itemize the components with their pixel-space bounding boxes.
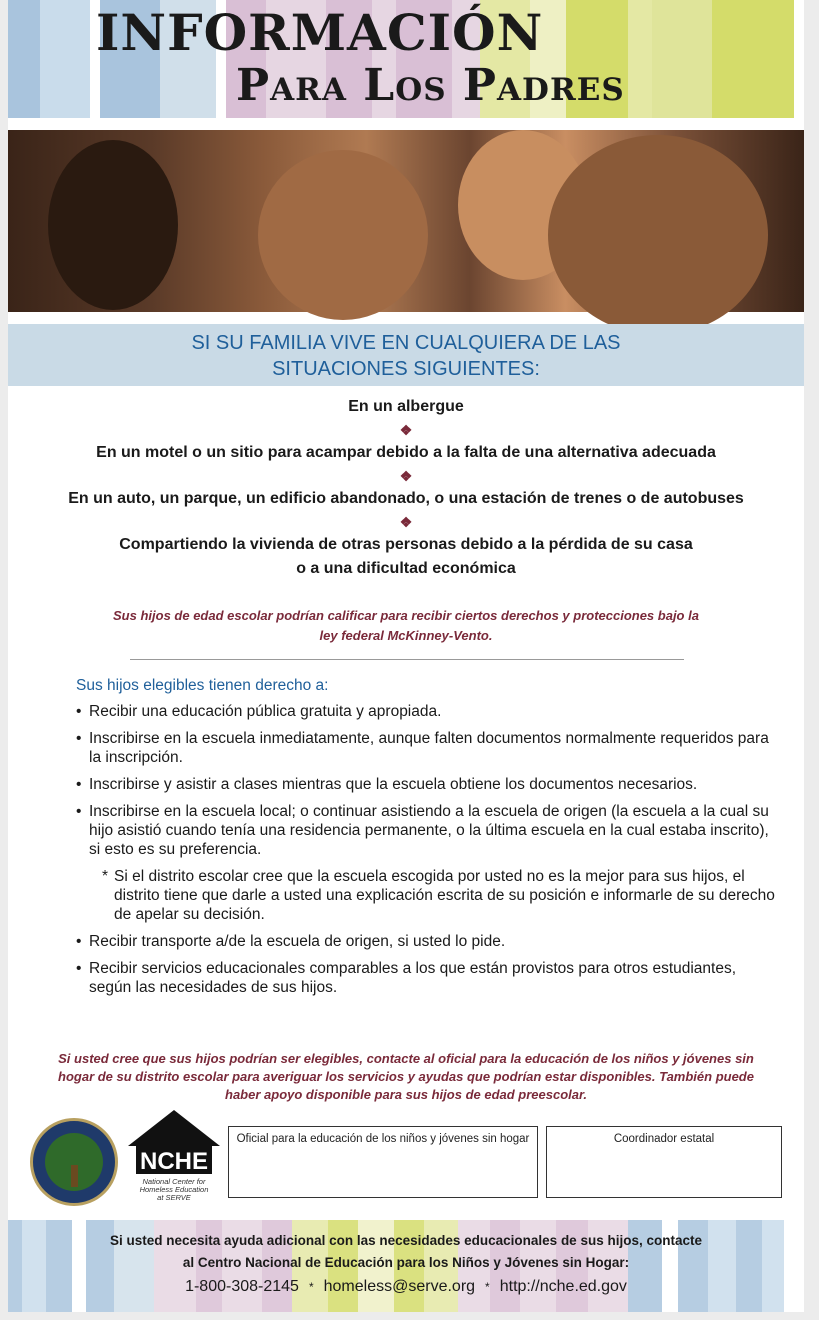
title-line-1: INFORMACIÓN [96, 3, 544, 62]
right-item [76, 729, 782, 767]
rights-list-continued [76, 932, 782, 997]
footer-line-1: Si usted necesita ayuda adicional con las necesidades educacionales de sus hijos, contacte [110, 1233, 702, 1248]
right-item [76, 775, 782, 794]
contact-note-line-3: haber apoyo disponible para sus hijos de edad preescolar. [225, 1087, 587, 1102]
heading-line-1: SI SU FAMILIA VIVE EN CUALQUIERA DE LAS [191, 332, 621, 354]
footer-line-2: al Centro Nacional de Educación para los Niños y Jóvenes sin Hogar: [182, 1255, 630, 1270]
bullet-icon: • [76, 703, 82, 720]
situation-shelter: En un albergue [348, 398, 464, 415]
nche-caption-line-1: National Center for [142, 1177, 206, 1186]
liaison-box[interactable] [228, 1126, 538, 1198]
divider-line [130, 659, 684, 660]
situations-heading [8, 324, 804, 386]
department-of-education-seal-icon [30, 1118, 118, 1206]
contact-note-line-2: hogar de su distrito escolar para averiguar los servicios y ayudas que podrían estar disponibles. También puede [58, 1069, 754, 1084]
children-photo [8, 130, 804, 312]
rights-intro: Sus hijos elegibles tienen derecho a: [76, 677, 329, 694]
diamond-divider-icon: ❖ [399, 468, 413, 484]
bullet-icon: • [76, 803, 82, 820]
diamond-divider-icon: ❖ [399, 422, 413, 438]
right-text: Inscribirse y asistir a clases mientras que la escuela obtiene los documentos necesarios. [89, 776, 698, 793]
eligibility-note-line-2: ley federal McKinney-Vento. [319, 628, 493, 643]
right-item [76, 932, 782, 951]
nche-caption [128, 1178, 220, 1202]
right-text: Recibir transporte a/de la escuela de origen, si usted lo pide. [89, 933, 506, 950]
right-text: Recibir una educación pública gratuita y apropiada. [89, 703, 442, 720]
heading-line-2: SITUACIONES SIGUIENTES: [272, 358, 540, 380]
situation-car: En un auto, un parque, un edificio abandonado, o una estación de trenes o de autobuses [68, 490, 744, 507]
nche-caption-line-3: at SERVE [157, 1193, 191, 1202]
situation-sharing-2: o a una dificultad económica [296, 560, 516, 577]
header [8, 0, 804, 118]
situation-sharing-1: Compartiendo la vivienda de otras personas debido a la pérdida de su casa [119, 536, 693, 553]
title-line-2: Para Los Padres [236, 60, 625, 111]
subnote-text: Si el distrito escolar cree que la escuela escogida por usted no es la mejor para sus hijos, el distrito tiene que darle a usted una explicación escrita de su posición e informarle de su derecho de apelar su decisión. [114, 868, 775, 923]
right-item [76, 802, 782, 859]
nche-logo [128, 1110, 220, 1210]
phone-number[interactable]: 1-800-308-2145 [185, 1278, 299, 1295]
right-text: Inscribirse en la escuela local; o continuar asistiendo a la escuela de origen (la escuela a la cual su hijo asistió cuando tenía una residencia permanente, o la última escuela en la cual estaba inscrito), si esto es su preferencia. [89, 803, 769, 858]
email-link[interactable]: homeless@serve.org [323, 1278, 476, 1295]
footer-contacts [8, 1274, 804, 1300]
state-coordinator-label: Coordinador estatal [613, 1133, 715, 1145]
right-text: Inscribirse en la escuela inmediatamente, aunque falten documentos normalmente requeridos para la inscripción. [89, 730, 769, 766]
contact-note-line-1: Si usted cree que sus hijos podrían ser elegibles, contacte al oficial para la educación de los niños y jóvenes sin [58, 1051, 754, 1066]
nche-logo-text: NCHE [139, 1148, 208, 1175]
asterisk-icon: * [102, 868, 109, 885]
situation-motel: En un motel o un sitio para acampar debido a la falta de una alternativa adecuada [96, 444, 716, 461]
rights-list [76, 702, 782, 859]
eligibility-note [68, 606, 744, 646]
eligibility-note-line-1: Sus hijos de edad escolar podrían calificar para recibir ciertos derechos y protecciones bajo la [113, 608, 699, 623]
rights-section [76, 676, 782, 1005]
bullet-icon: • [76, 933, 82, 950]
flyer-page [8, 0, 804, 1312]
footer [8, 1220, 804, 1312]
separator-icon: * [308, 1280, 314, 1294]
bullet-icon: • [76, 730, 82, 747]
separator-icon: * [485, 1280, 490, 1294]
state-coordinator-box[interactable] [546, 1126, 782, 1198]
bullet-icon: • [76, 776, 82, 793]
right-item [76, 702, 782, 721]
footer-text [8, 1230, 804, 1300]
contact-note [44, 1050, 768, 1104]
diamond-divider-icon: ❖ [399, 514, 413, 530]
situations-list [8, 396, 804, 580]
nche-caption-line-2: Homeless Education [139, 1185, 209, 1194]
bullet-icon: • [76, 960, 82, 977]
website-link[interactable]: http://nche.ed.gov [499, 1278, 627, 1295]
liaison-box-label: Oficial para la educación de los niños y jóvenes sin hogar [236, 1133, 530, 1145]
right-item [76, 959, 782, 997]
right-text: Recibir servicios educacionales comparables a los que están provistos para otros estudiantes, según las necesidades de sus hijos. [89, 960, 737, 996]
right-subnote [76, 867, 782, 924]
